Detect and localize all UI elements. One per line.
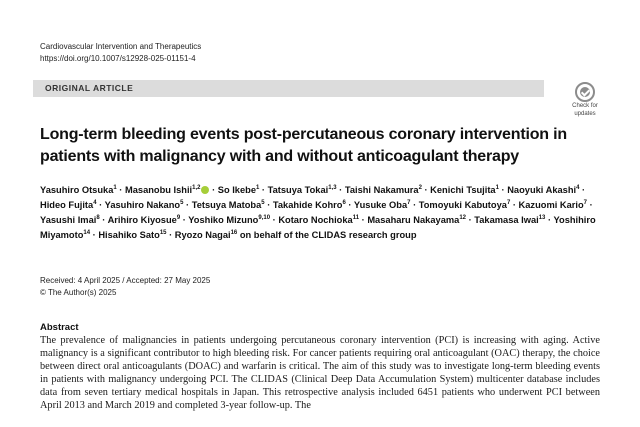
- author-affiliation: 11: [352, 214, 360, 221]
- author-affiliation: 7: [407, 199, 411, 206]
- author-name: Naoyuki Akashi: [507, 185, 577, 195]
- abstract-text: The prevalence of malignancies in patients undergoing percutaneous coronary intervention (PCI) is increasing with aging. Active malignancy is a significant contributor to high bleeding risk. For cancer patients requiring oral anticoagulant (OAC) therapy, the choice between direct oral anticoagulants (DOAC) and warfarin is critical. The aim of this study was to investigate long-term bleeding events in patients with malignancy undergoing PCI. The CLIDAS (Clinical Deep Data Accumulation System) multicenter database includes data from seven tertiary medical hospitals in Japan. This retrospective analysis included 6451 patients who underwent PCI between April 2013 and March 2019 and completed 3-year follow-up. The: [40, 335, 600, 411]
- check-updates-line2: updates: [574, 111, 596, 117]
- author-affiliation: 9: [176, 214, 181, 221]
- author-affiliation: 1: [256, 184, 260, 191]
- author-list: Yasuhiro Otsuka$^1$ · Masanobu Ishii$^{1,2}$ · So Ikebe$^1$ · Tatsuya Tokai$^{1,3}$ · Taishi Nakamura$^2$ · Kenichi Tsujita$^1$ · Naoyuki Akashi$^4$ · Hideo Fujita$^4$ · Yasuhiro Nakano$^5$ · Tetsuya Matoba$^5$ · Takahide Kohro$^6$ · Yusuke Oba$^7$ · Tomoyuki Kabutoya$^7$ · Kazuomi Kario$^7$ · Yasushi Imai$^8$ · Arihiro Kiyosue$^9$ · Yoshiko Mizuno$^{9,10}$ · Kotaro Nochioka$^{11}$ · Masaharu Nakayama$^{12}$ · Takamasa Iwai$^{13}$ · Yoshihiro Miyamoto$^{14}$ · Hisahiko Sato$^{15}$ · Ryozo Nagai$^{16}$ on behalf of the CLIDAS research group: [40, 184, 596, 240]
- author-name: Tetsuya Matoba: [191, 200, 262, 210]
- abstract-heading: Abstract: [40, 322, 79, 333]
- author-affiliation: 9,10: [258, 214, 271, 221]
- author-name: Hisahiko Sato: [98, 230, 160, 240]
- author-affiliation: 7: [506, 199, 511, 206]
- author-affiliation: 5: [180, 199, 184, 206]
- orcid-icon[interactable]: [201, 186, 209, 194]
- check-for-updates-icon: [575, 82, 595, 102]
- author-affiliation: 1,3: [328, 184, 337, 191]
- author-name: Yasuhiro Otsuka: [40, 185, 114, 195]
- author-name: Taishi Nakamura: [344, 185, 419, 195]
- author-name: Arihiro Kiyosue: [107, 215, 177, 225]
- author-affiliation: 12: [459, 214, 466, 221]
- author-name: Yasuhiro Nakano: [104, 200, 181, 210]
- author-name: Takahide Kohro: [272, 200, 343, 210]
- author-name: Yoshiko Mizuno: [188, 215, 259, 225]
- author-name: Kotaro Nochioka: [278, 215, 353, 225]
- check-updates-line1: Check for: [572, 103, 598, 109]
- author-affiliation: 14: [83, 229, 91, 236]
- doi-link[interactable]: https://doi.org/10.1007/s12928-025-01151-4: [40, 54, 196, 63]
- author-name: Ryozo Nagai: [174, 230, 231, 240]
- author-affiliation: 1: [113, 184, 117, 191]
- author-name: Kazuomi Kario: [518, 200, 584, 210]
- author-affiliation: 1: [495, 184, 499, 191]
- author-affiliation: 8: [96, 214, 100, 221]
- author-affiliation: 16: [230, 229, 238, 236]
- author-name: Hideo Fujita: [40, 200, 94, 210]
- author-name: Yoshihiro Miyamoto: [40, 215, 596, 240]
- authors-group-suffix: on behalf of the CLIDAS research group: [239, 230, 417, 240]
- author-affiliation: 2: [418, 184, 422, 191]
- author-affiliation: 4: [93, 199, 97, 206]
- copyright-notice: © The Author(s) 2025: [40, 288, 117, 297]
- author-name: Masanobu Ishii: [124, 185, 193, 195]
- check-for-updates-button[interactable]: [570, 82, 600, 118]
- author-affiliation: 13: [538, 214, 546, 221]
- author-affiliation: 1,2: [192, 184, 201, 191]
- author-affiliation: 7: [583, 199, 587, 206]
- author-name: Kenichi Tsujita: [430, 185, 496, 195]
- author-affiliation: 4: [576, 184, 580, 191]
- article-type-banner: [33, 80, 544, 97]
- author-name: Yusuke Oba: [353, 200, 408, 210]
- author-name: Tomoyuki Kabutoya: [418, 200, 507, 210]
- article-title: Long-term bleeding events post-percutaneous coronary intervention in patients with malignancy with and without anticoagulant therapy: [40, 126, 567, 165]
- author-name: Tatsuya Tokai: [267, 185, 329, 195]
- article-type-label: ORIGINAL ARTICLE: [45, 83, 134, 93]
- author-name: Takamasa Iwai: [474, 215, 539, 225]
- author-name: So Ikebe: [217, 185, 256, 195]
- journal-name: Cardiovascular Intervention and Therapeutics: [40, 42, 202, 51]
- author-affiliation: 5: [261, 199, 265, 206]
- author-affiliation: 15: [159, 229, 167, 236]
- author-name: Yasushi Imai: [40, 215, 97, 225]
- author-name: Masaharu Nakayama: [367, 215, 460, 225]
- received-accepted-dates: Received: 4 April 2025 / Accepted: 27 May 2025: [40, 276, 211, 285]
- author-affiliation: 6: [342, 199, 346, 206]
